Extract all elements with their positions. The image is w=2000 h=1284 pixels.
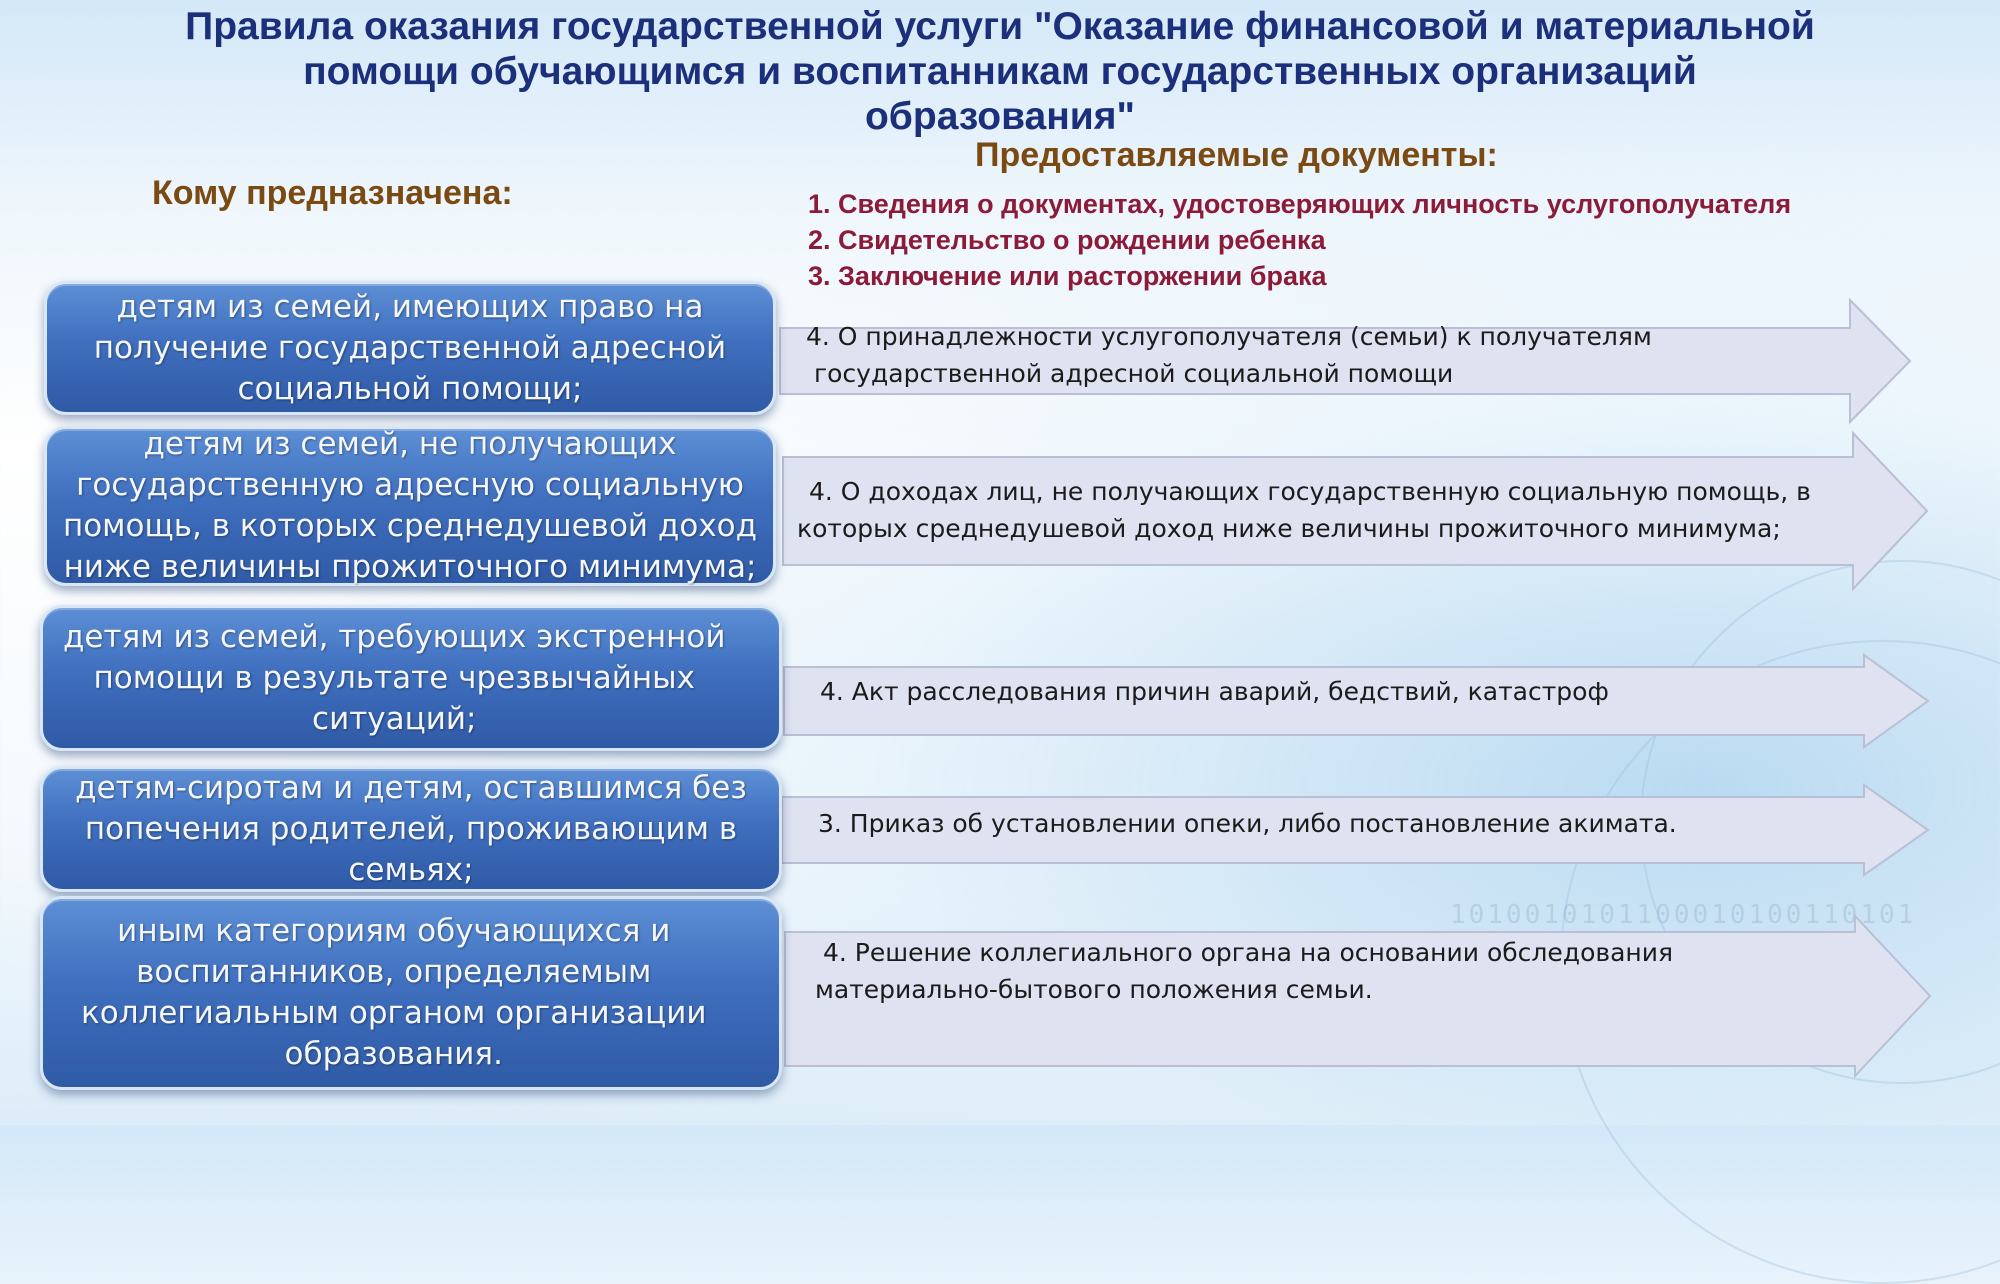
- document-line: государственной адресной социальной помощи: [814, 359, 1454, 388]
- category-line: ситуаций;: [312, 700, 477, 737]
- category-line: помощь, в которых среднедушевой доход: [62, 508, 758, 544]
- document-line: материально-бытового положения семьи.: [815, 975, 1373, 1004]
- category-line: социальной помощи;: [237, 370, 583, 407]
- category-line: детям из семей, не получающих: [143, 426, 677, 462]
- title-line: помощи обучающимся и воспитанникам государственных организаций: [303, 50, 1697, 93]
- recipient-category: [44, 426, 776, 586]
- category-line: детям из семей, имеющих право на: [116, 288, 704, 325]
- page-title: [60, 4, 1940, 139]
- recipient-category: [40, 766, 782, 892]
- category-line: детям из семей, требующих экстренной: [63, 618, 726, 655]
- document-line: 4. Решение коллегиального органа на основании обследования: [823, 938, 1674, 967]
- document-arrow: [784, 655, 1928, 747]
- document-arrow: [785, 916, 1930, 1076]
- document-arrow: [780, 300, 1910, 422]
- recipient-category: [40, 605, 782, 751]
- category-line: ниже величины прожиточного минимума;: [63, 549, 757, 585]
- document-item: 2. Свидетельство о рождении ребенка: [808, 225, 1326, 255]
- document-line: 4. О доходах лиц, не получающих государственную социальную помощь, в: [809, 477, 1811, 506]
- documents-heading: Предоставляемые документы:: [975, 136, 1498, 174]
- category-line: коллегиальным органом организации: [81, 995, 707, 1031]
- category-line: детям-сиротам и детям, оставшимся без: [75, 769, 747, 806]
- category-line: получение государственной адресной: [93, 329, 727, 366]
- recipients-heading: Кому предназначена:: [152, 174, 513, 212]
- category-line: воспитанников, определяемым: [136, 954, 652, 990]
- document-item: 3. Заключение или расторжении брака: [808, 261, 1327, 291]
- category-line: семьях;: [348, 851, 474, 888]
- document-line: 4. Акт расследования причин аварий, бедствий, катастроф: [820, 677, 1609, 706]
- document-item: 1. Сведения о документах, удостоверяющих личность услугополучателя: [808, 189, 1792, 219]
- title-line: Правила оказания государственной услуги "Оказание финансовой и материальной: [185, 5, 1815, 48]
- category-line: попечения родителей, проживающим в: [84, 810, 738, 847]
- document-arrow: [783, 433, 1927, 589]
- documents-list: [808, 186, 1791, 294]
- category-line: государственную адресную социальную: [76, 467, 744, 503]
- title-line: образования": [864, 95, 1136, 138]
- document-line: 3. Приказ об установлении опеки, либо постановление акимата.: [818, 809, 1677, 838]
- category-line: иным категориям обучающихся и: [117, 913, 671, 949]
- recipient-category: [44, 281, 776, 415]
- document-line: которых среднедушевой доход ниже величины прожиточного минимума;: [797, 514, 1781, 543]
- category-line: образования.: [284, 1036, 503, 1072]
- category-line: помощи в результате чрезвычайных: [93, 659, 695, 696]
- background-binary-pattern: 1010010101100010100110101: [1450, 900, 1917, 930]
- document-arrow: [782, 785, 1928, 875]
- document-line: 4. О принадлежности услугополучателя (семьи) к получателям: [806, 322, 1652, 351]
- recipient-category: [40, 896, 782, 1090]
